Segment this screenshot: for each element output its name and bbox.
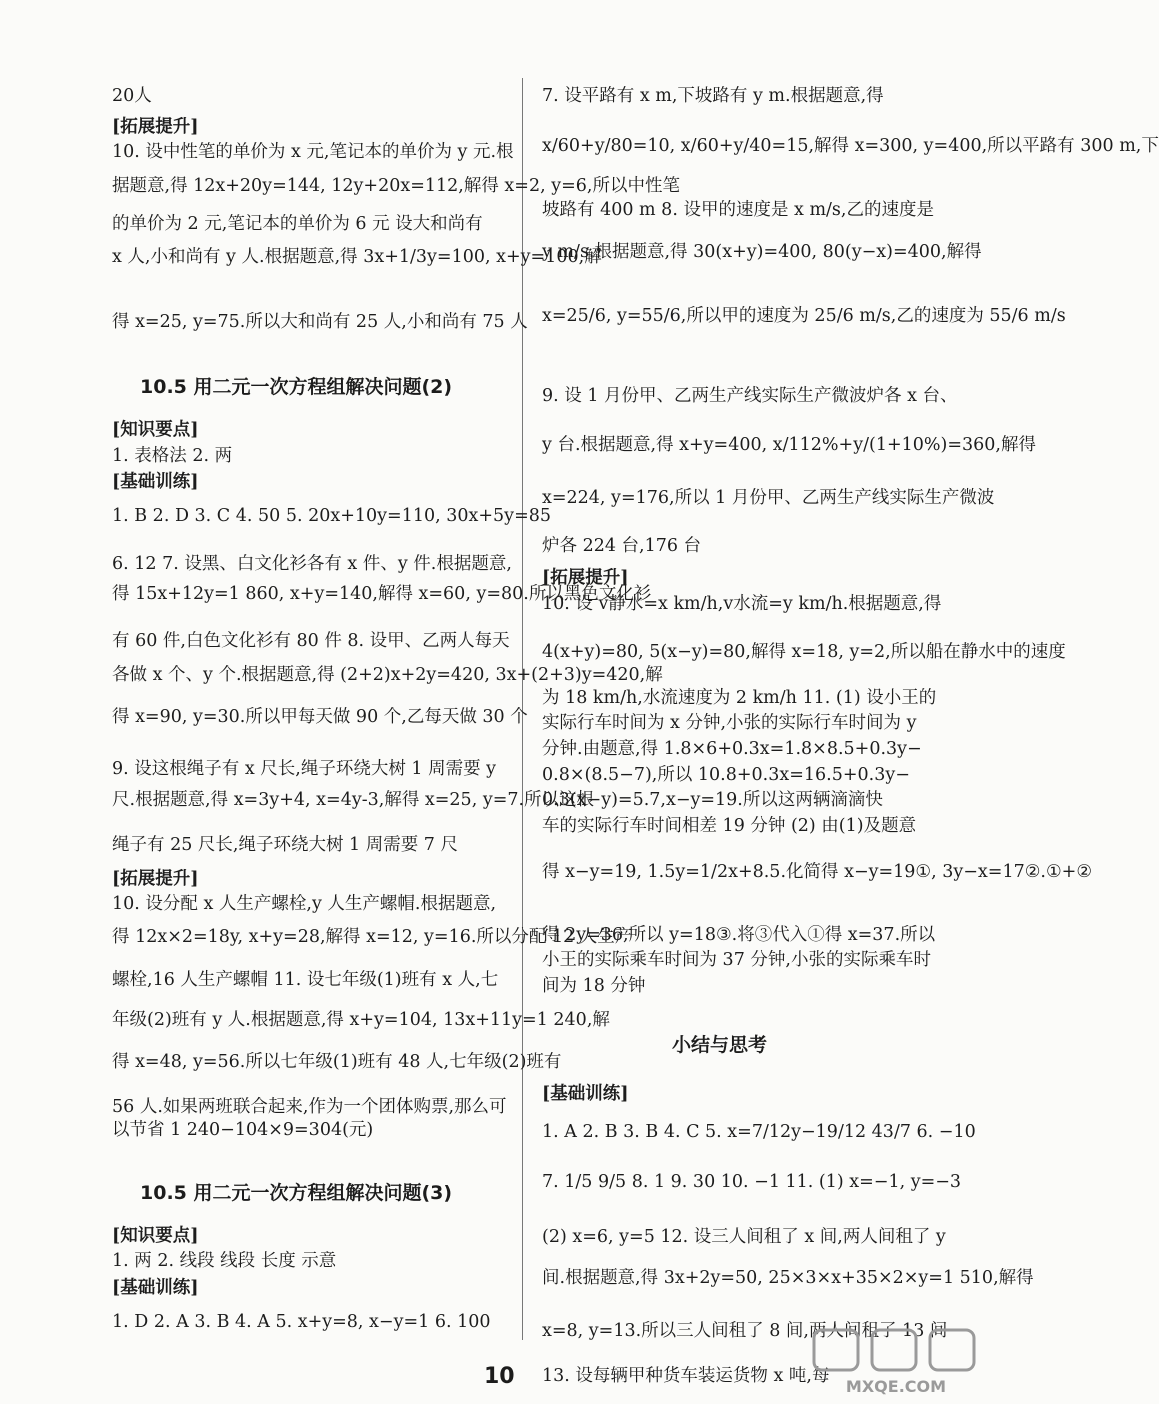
text-line: 尺.根据题意,得 x=3y+4, x=4y-3,解得 x=25, y=7.所以这根 — [112, 790, 595, 810]
section-heading: 10.5 用二元一次方程组解决问题(2) — [140, 376, 453, 398]
text-line: 坡路有 400 m 8. 设甲的速度是 x m/s,乙的速度是 — [542, 200, 934, 220]
text-line: 车的实际行车时间相差 19 分钟 (2) 由(1)及题意 — [542, 816, 917, 836]
subsection-label: [基础训练] — [542, 1084, 629, 1104]
subsection-label: [知识要点] — [112, 1226, 199, 1246]
text-line: 得 x−y=19, 1.5y=1/2x+8.5.化简得 x−y=19①, 3y−x=17②.①+② — [542, 862, 1093, 882]
section-heading: 10.5 用二元一次方程组解决问题(3) — [140, 1182, 453, 1204]
text-line: 1. 表格法 2. 两 — [112, 446, 233, 466]
text-line: 1. 两 2. 线段 线段 长度 示意 — [112, 1251, 337, 1271]
text-line: 得 15x+12y=1 860, x+y=140,解得 x=60, y=80.所以黑色文化衫 — [112, 584, 652, 604]
watermark-text: MXQE.COM — [845, 1377, 947, 1396]
text-line: x=25/6, y=55/6,所以甲的速度为 25/6 m/s,乙的速度为 55/6 m/s — [542, 306, 1066, 326]
text-line: 得 2y=36,所以 y=18③.将③代入①得 x=37.所以 — [542, 925, 936, 945]
subsection-label: [知识要点] — [112, 420, 199, 440]
text-line: 10. 设中性笔的单价为 x 元,笔记本的单价为 y 元.根 — [112, 142, 514, 162]
text-line: 为 18 km/h,水流速度为 2 km/h 11. (1) 设小王的 — [542, 688, 937, 708]
text-line: 实际行车时间为 x 分钟,小张的实际行车时间为 y — [542, 713, 917, 733]
text-line: 得 12x×2=18y, x+y=28,解得 x=12, y=16.所以分配 12 人生产 — [112, 927, 633, 947]
text-line: 6. 12 7. 设黑、白文化衫各有 x 件、y 件.根据题意, — [112, 554, 512, 574]
text-line: 年级(2)班有 y 人.根据题意,得 x+y=104, 13x+11y=1 240,解 — [112, 1010, 610, 1030]
text-line: 9. 设 1 月份甲、乙两生产线实际生产微波炉各 x 台、 — [542, 386, 958, 406]
text-line: x=224, y=176,所以 1 月份甲、乙两生产线实际生产微波 — [542, 488, 995, 508]
text-line: (2) x=6, y=5 12. 设三人间租了 x 间,两人间租了 y — [542, 1227, 946, 1247]
text-line: 20人 — [112, 86, 152, 106]
text-line: 1. A 2. B 3. B 4. C 5. x=7/12y−19/12 43/7 6. −10 — [542, 1122, 976, 1142]
subsection-label: [拓展提升] — [112, 869, 199, 889]
text-line: 得 x=25, y=75.所以大和尚有 25 人,小和尚有 75 人 — [112, 312, 528, 332]
subsection-label: [基础训练] — [112, 1278, 199, 1298]
text-line: 13. 设每辆甲种货车装运货物 x 吨,每 — [542, 1366, 830, 1386]
text-line: 得 x=90, y=30.所以甲每天做 90 个,乙每天做 30 个 — [112, 707, 528, 727]
text-line: 56 人.如果两班联合起来,作为一个团体购票,那么可 — [112, 1097, 507, 1117]
text-line: x=8, y=13.所以三人间租了 8 间,两人间租了 13 间 — [542, 1321, 948, 1341]
subsection-label: [拓展提升] — [542, 568, 629, 588]
text-line: 10. 设分配 x 人生产螺栓,y 人生产螺帽.根据题意, — [112, 894, 497, 914]
text-line: 0.3(x−y)=5.7,x−y=19.所以这两辆滴滴快 — [542, 790, 883, 810]
page-number: 10 — [484, 1364, 515, 1389]
text-line: y 台.根据题意,得 x+y=400, x/112%+y/(1+10%)=360,解得 — [542, 435, 1036, 455]
text-line: 小王的实际乘车时间为 37 分钟,小张的实际乘车时 — [542, 950, 931, 970]
text-line: 间为 18 分钟 — [542, 976, 646, 996]
text-line: 得 x=48, y=56.所以七年级(1)班有 48 人,七年级(2)班有 — [112, 1052, 562, 1072]
text-line: 1. D 2. A 3. B 4. A 5. x+y=8, x−y=1 6. 100 — [112, 1312, 491, 1332]
text-line: 螺栓,16 人生产螺帽 11. 设七年级(1)班有 x 人,七 — [112, 970, 499, 990]
text-line: 绳子有 25 尺长,绳子环绕大树 1 周需要 7 尺 — [112, 835, 458, 855]
text-line: x 人,小和尚有 y 人.根据题意,得 3x+1/3y=100, x+y=100,解 — [112, 247, 602, 267]
text-line: 4(x+y)=80, 5(x−y)=80,解得 x=18, y=2,所以船在静水中的速度 — [542, 642, 1066, 662]
text-line: 分钟.由题意,得 1.8×6+0.3x=1.8×8.5+0.3y− — [542, 739, 922, 759]
watermark-logo — [812, 1326, 980, 1398]
text-line: 7. 1/5 9/5 8. 1 9. 30 10. −1 11. (1) x=−1, y=−3 — [542, 1172, 962, 1192]
text-line: 各做 x 个、y 个.根据题意,得 (2+2)x+2y=420, 3x+(2+3)y=420,解 — [112, 665, 663, 685]
text-line: 0.8×(8.5−7),所以 10.8+0.3x=16.5+0.3y− — [542, 765, 910, 785]
text-line: 10. 设 v静水=x km/h,v水流=y km/h.根据题意,得 — [542, 594, 942, 614]
subsection-label: [基础训练] — [112, 472, 199, 492]
section-heading: 小结与思考 — [672, 1034, 768, 1056]
text-line: 据题意,得 12x+20y=144, 12y+20x=112,解得 x=2, y=6,所以中性笔 — [112, 176, 680, 196]
text-line: x/60+y/80=10, x/60+y/40=15,解得 x=300, y=400,所以平路有 300 m,下 — [542, 136, 1159, 156]
text-line: 以节省 1 240−104×9=304(元) — [112, 1120, 374, 1140]
text-line: 间.根据题意,得 3x+2y=50, 25×3×x+35×2×y=1 510,解得 — [542, 1268, 1034, 1288]
subsection-label: [拓展提升] — [112, 117, 199, 137]
text-line: 的单价为 2 元,笔记本的单价为 6 元 设大和尚有 — [112, 214, 483, 234]
text-line: 1. B 2. D 3. C 4. 50 5. 20x+10y=110, 30x+5y=85 — [112, 506, 551, 526]
text-line: 炉各 224 台,176 台 — [542, 536, 702, 556]
text-line: 7. 设平路有 x m,下坡路有 y m.根据题意,得 — [542, 86, 884, 106]
text-line: y m/s.根据题意,得 30(x+y)=400, 80(y−x)=400,解得 — [542, 242, 982, 262]
text-line: 9. 设这根绳子有 x 尺长,绳子环绕大树 1 周需要 y — [112, 759, 497, 779]
text-line: 有 60 件,白色文化衫有 80 件 8. 设甲、乙两人每天 — [112, 631, 510, 651]
